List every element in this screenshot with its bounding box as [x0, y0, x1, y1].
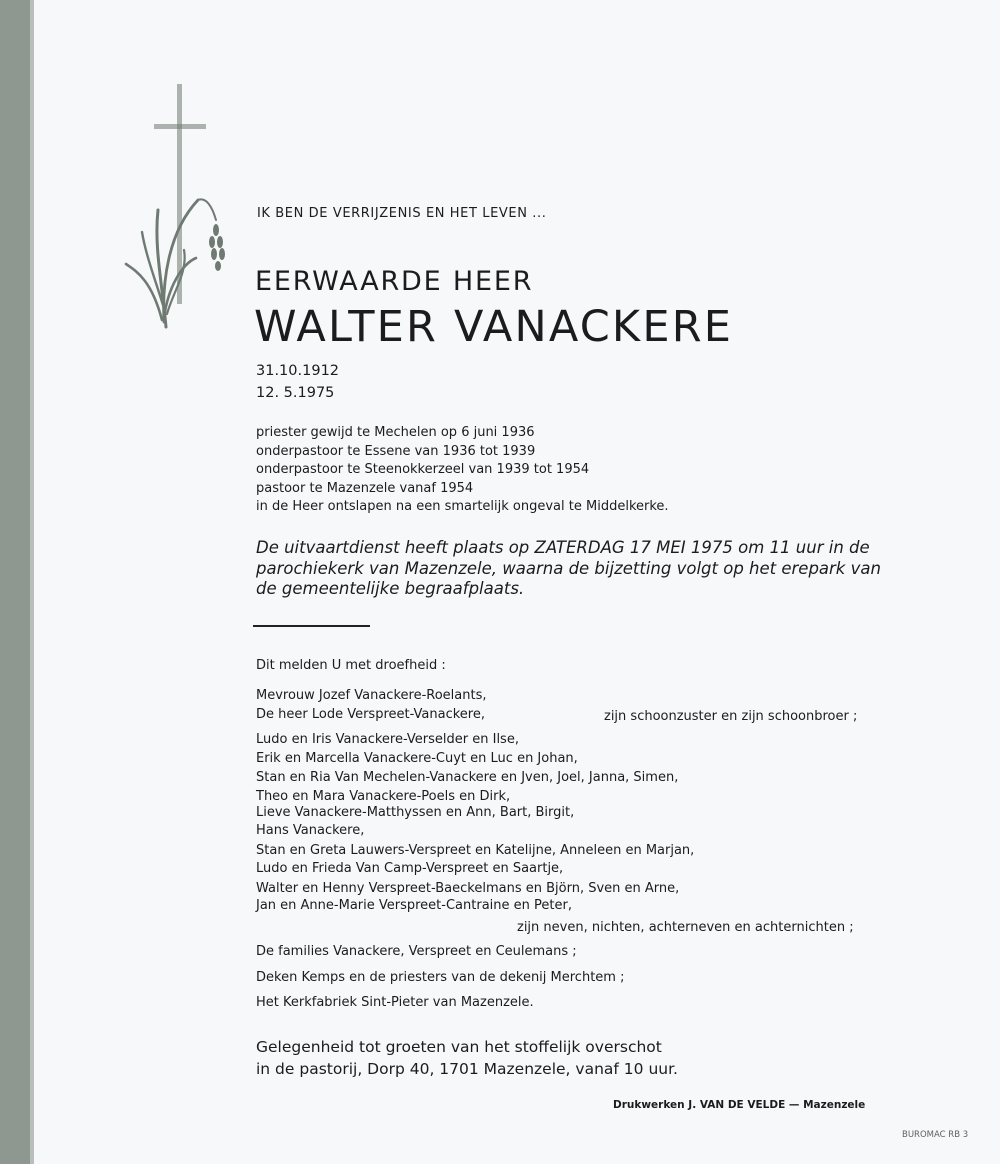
mourner-line: Ludo en Iris Vanackere-Verselder en Ilse, [256, 732, 519, 747]
mourner-line: Lieve Vanackere-Matthyssen en Ann, Bart, Birgit, [256, 805, 575, 820]
mourner-line: Stan en Greta Lauwers-Verspreet en Katelijne, Anneleen en Marjan, [256, 843, 695, 858]
career-item: pastoor te Mazenzele vanaf 1954 [256, 480, 474, 496]
career-list [256, 424, 669, 517]
mourner-line: Jan en Anne-Marie Verspreet-Cantraine en Peter, [256, 898, 572, 913]
mourner-line: Stan en Ria Van Mechelen-Vanackere en Jven, Joel, Janna, Simen, [256, 770, 679, 785]
career-item: in de Heer ontslapen na een smartelijk ongeval te Middelkerke. [256, 499, 669, 514]
form-code: BUROMAC RB 3 [902, 1130, 969, 1140]
cross-with-wheat-icon [118, 82, 233, 332]
mourner-line: Het Kerkfabriek Sint-Pieter van Mazenzele. [256, 995, 534, 1010]
death-date: 12. 5.1975 [256, 385, 335, 401]
mourner-line: Theo en Mara Vanackere-Poels en Dirk, [256, 789, 511, 804]
deceased-name: WALTER VANACKERE [254, 302, 734, 352]
visitation-notice [256, 1036, 678, 1080]
card-edge-band [0, 0, 30, 1164]
birth-date: 31.10.1912 [256, 363, 340, 379]
career-item: priester gewijd te Mechelen op 6 juni 1936 [256, 425, 535, 440]
scripture-quote: IK BEN DE VERRIJZENIS EN HET LEVEN ... [257, 206, 547, 221]
life-dates [256, 360, 339, 404]
relation-label: zijn neven, nichten, achterneven en achternichten ; [517, 920, 854, 935]
mourner-line: De heer Lode Verspreet-Vanackere, [256, 707, 485, 722]
card-edge-band-highlight [30, 0, 34, 1164]
mourner-line: Ludo en Frieda Van Camp-Verspreet en Saartje, [256, 861, 564, 876]
visitation-line: in de pastorij, Dorp 40, 1701 Mazenzele, vanaf 10 uur. [256, 1060, 678, 1078]
announcement-intro: Dit melden U met droefheid : [256, 658, 446, 673]
mourner-line: De families Vanackere, Verspreet en Ceulemans ; [256, 944, 577, 959]
printer-credit: Drukwerken J. VAN DE VELDE — Mazenzele [613, 1099, 866, 1111]
relation-label: zijn schoonzuster en zijn schoonbroer ; [604, 709, 858, 724]
career-item: onderpastoor te Essene van 1936 tot 1939 [256, 443, 536, 459]
career-item: onderpastoor te Steenokkerzeel van 1939 tot 1954 [256, 462, 590, 477]
mourner-line: Deken Kemps en de priesters van de dekenij Merchtem ; [256, 970, 625, 985]
mourner-line: Walter en Henny Verspreet-Baeckelmans en Björn, Sven en Arne, [256, 881, 680, 896]
visitation-line: Gelegenheid tot groeten van het stoffelijk overschot [256, 1038, 662, 1056]
funeral-notice: De uitvaartdienst heeft plaats op ZATERDAG 17 MEI 1975 om 11 uur in de parochiekerk van Mazenzele, waarna de bijzetting volgt op het erepark van de gemeentelijke begraafplaats. [256, 538, 881, 598]
mourner-line: Mevrouw Jozef Vanackere-Roelants, [256, 688, 487, 703]
mourner-line: Hans Vanackere, [256, 823, 365, 838]
section-divider [253, 625, 370, 627]
honorific-title: EERWAARDE HEER [255, 266, 534, 297]
mourner-line: Erik en Marcella Vanackere-Cuyt en Luc en Johan, [256, 751, 578, 766]
